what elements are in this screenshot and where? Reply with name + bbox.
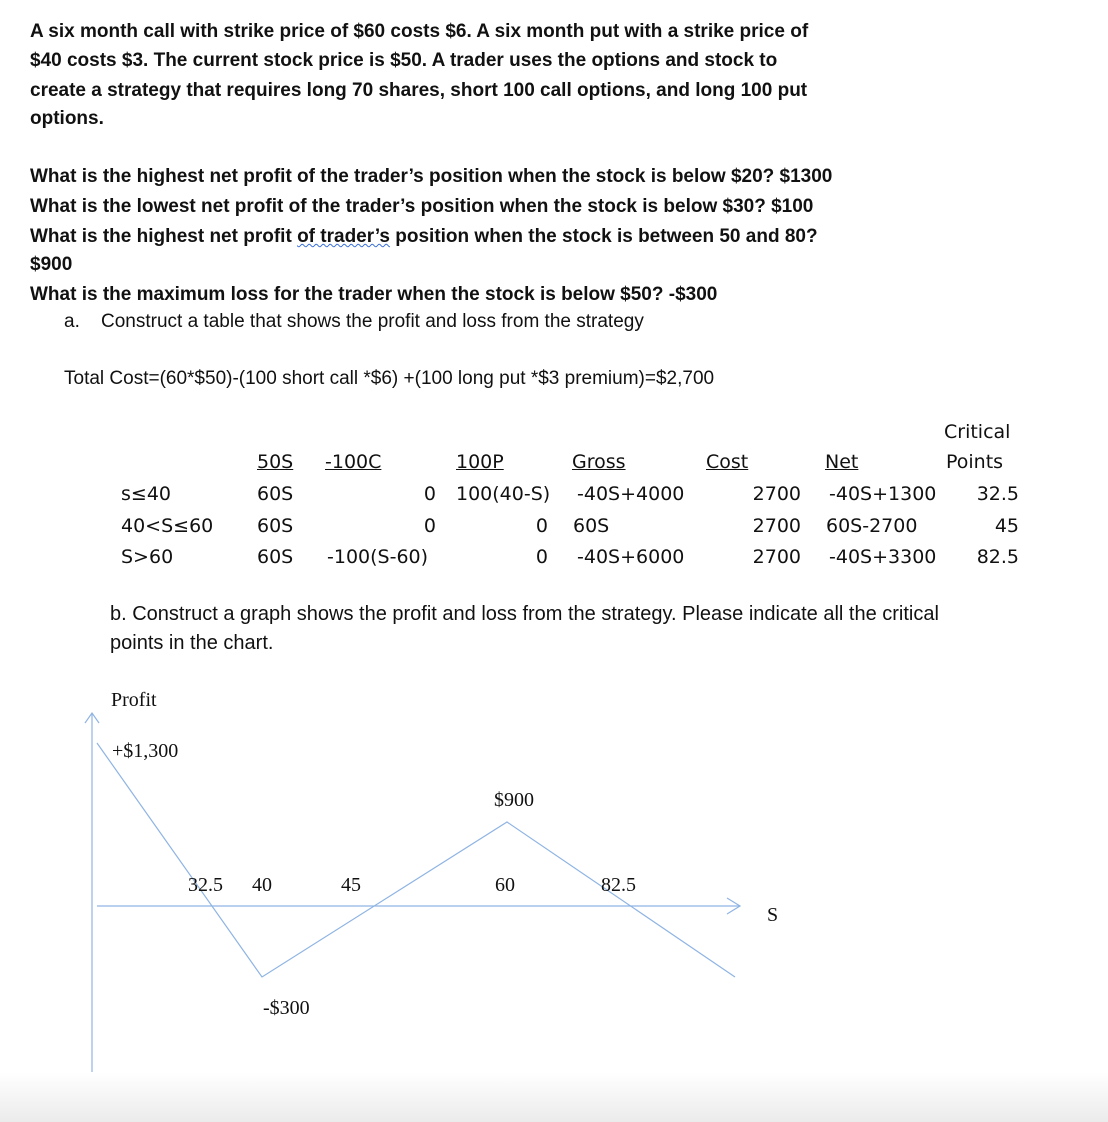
part-a-text: Construct a table that shows the profit and loss from the strategy <box>101 311 644 332</box>
row-2-critical: 45 <box>994 515 1019 537</box>
part-a-marker: a. <box>64 311 80 332</box>
row-2-gross: 60S <box>573 515 610 537</box>
question-2: What is the lowest net profit of the trader’s position when the stock is below $30? $100 <box>30 196 814 217</box>
row-2-put: 0 <box>535 515 548 537</box>
row-3-net: -40S+3300 <box>829 546 937 568</box>
row-1-stock: 60S <box>257 483 294 505</box>
row-1-call: 0 <box>423 483 436 505</box>
header-critical: Critical <box>944 421 1011 443</box>
row-2-call: 0 <box>423 515 436 537</box>
question-3-text-end: position when the stock is between 50 and 80? <box>389 226 818 247</box>
spelling-squiggle: of trader’s <box>297 226 390 247</box>
problem-line-1: A six month call with strike price of $60 costs $6. A six month put with a strike price of <box>30 21 809 42</box>
question-1: What is the highest net profit of the trader’s position when the stock is below $20? $1300 <box>30 166 833 187</box>
max-loss-label: -$300 <box>263 997 310 1019</box>
header-cost: Cost <box>706 451 749 473</box>
row-3-range: S>60 <box>121 546 174 568</box>
y-axis-label: Profit <box>111 689 157 711</box>
header-call: -100C <box>325 451 382 473</box>
problem-line-3: create a strategy that requires long 70 shares, short 100 call options, and long 100 put <box>30 80 808 101</box>
question-3-answer: $900 <box>30 254 73 275</box>
row-2-net: 60S-2700 <box>826 515 918 537</box>
bottom-fade <box>0 1072 1108 1122</box>
row-1-net: -40S+1300 <box>829 483 937 505</box>
tick-label-60: 60 <box>495 874 515 896</box>
problem-line-4: options. <box>30 108 104 129</box>
x-axis-label: S <box>767 904 779 926</box>
header-points: Points <box>946 451 1004 473</box>
total-cost: Total Cost=(60*$50)-(100 short call *$6) +(100 long put *$3 premium)=$2,700 <box>64 368 715 389</box>
row-2-stock: 60S <box>257 515 294 537</box>
question-4: What is the maximum loss for the trader when the stock is below $50? -$300 <box>30 284 718 305</box>
row-2-range: 40<S≤60 <box>121 515 214 537</box>
header-stock: 50S <box>257 451 294 473</box>
row-1-cost: 2700 <box>752 483 801 505</box>
header-put: 100P <box>456 451 504 473</box>
question-3-text-start: What is the highest net profit <box>30 226 298 247</box>
peak-profit-label: $900 <box>494 789 534 811</box>
row-3-critical: 82.5 <box>976 546 1019 568</box>
row-3-gross: -40S+6000 <box>577 546 685 568</box>
part-b-line-1: b. Construct a graph shows the profit and loss from the strategy. Please indicate all the critical <box>110 603 939 625</box>
tick-label-45: 45 <box>341 874 361 896</box>
row-3-cost: 2700 <box>752 546 801 568</box>
row-2-cost: 2700 <box>752 515 801 537</box>
row-1-gross: -40S+4000 <box>577 483 685 505</box>
header-net: Net <box>825 451 859 473</box>
max-profit-label: +$1,300 <box>112 740 179 762</box>
row-3-call: -100(S-60) <box>327 546 429 568</box>
tick-label-40: 40 <box>252 874 272 896</box>
row-1-critical: 32.5 <box>976 483 1019 505</box>
tick-label-32-5: 32.5 <box>188 874 223 896</box>
problem-line-2: $40 costs $3. The current stock price is $50. A trader uses the options and stock to <box>30 50 778 71</box>
header-gross: Gross <box>572 451 626 473</box>
row-3-put: 0 <box>535 546 548 568</box>
row-1-put: 100(40-S) <box>456 483 551 505</box>
part-b-line-2: points in the chart. <box>110 632 274 654</box>
profit-loss-line <box>97 743 735 977</box>
tick-label-82-5: 82.5 <box>601 874 636 896</box>
row-3-stock: 60S <box>257 546 294 568</box>
row-1-range: s≤40 <box>121 483 171 505</box>
